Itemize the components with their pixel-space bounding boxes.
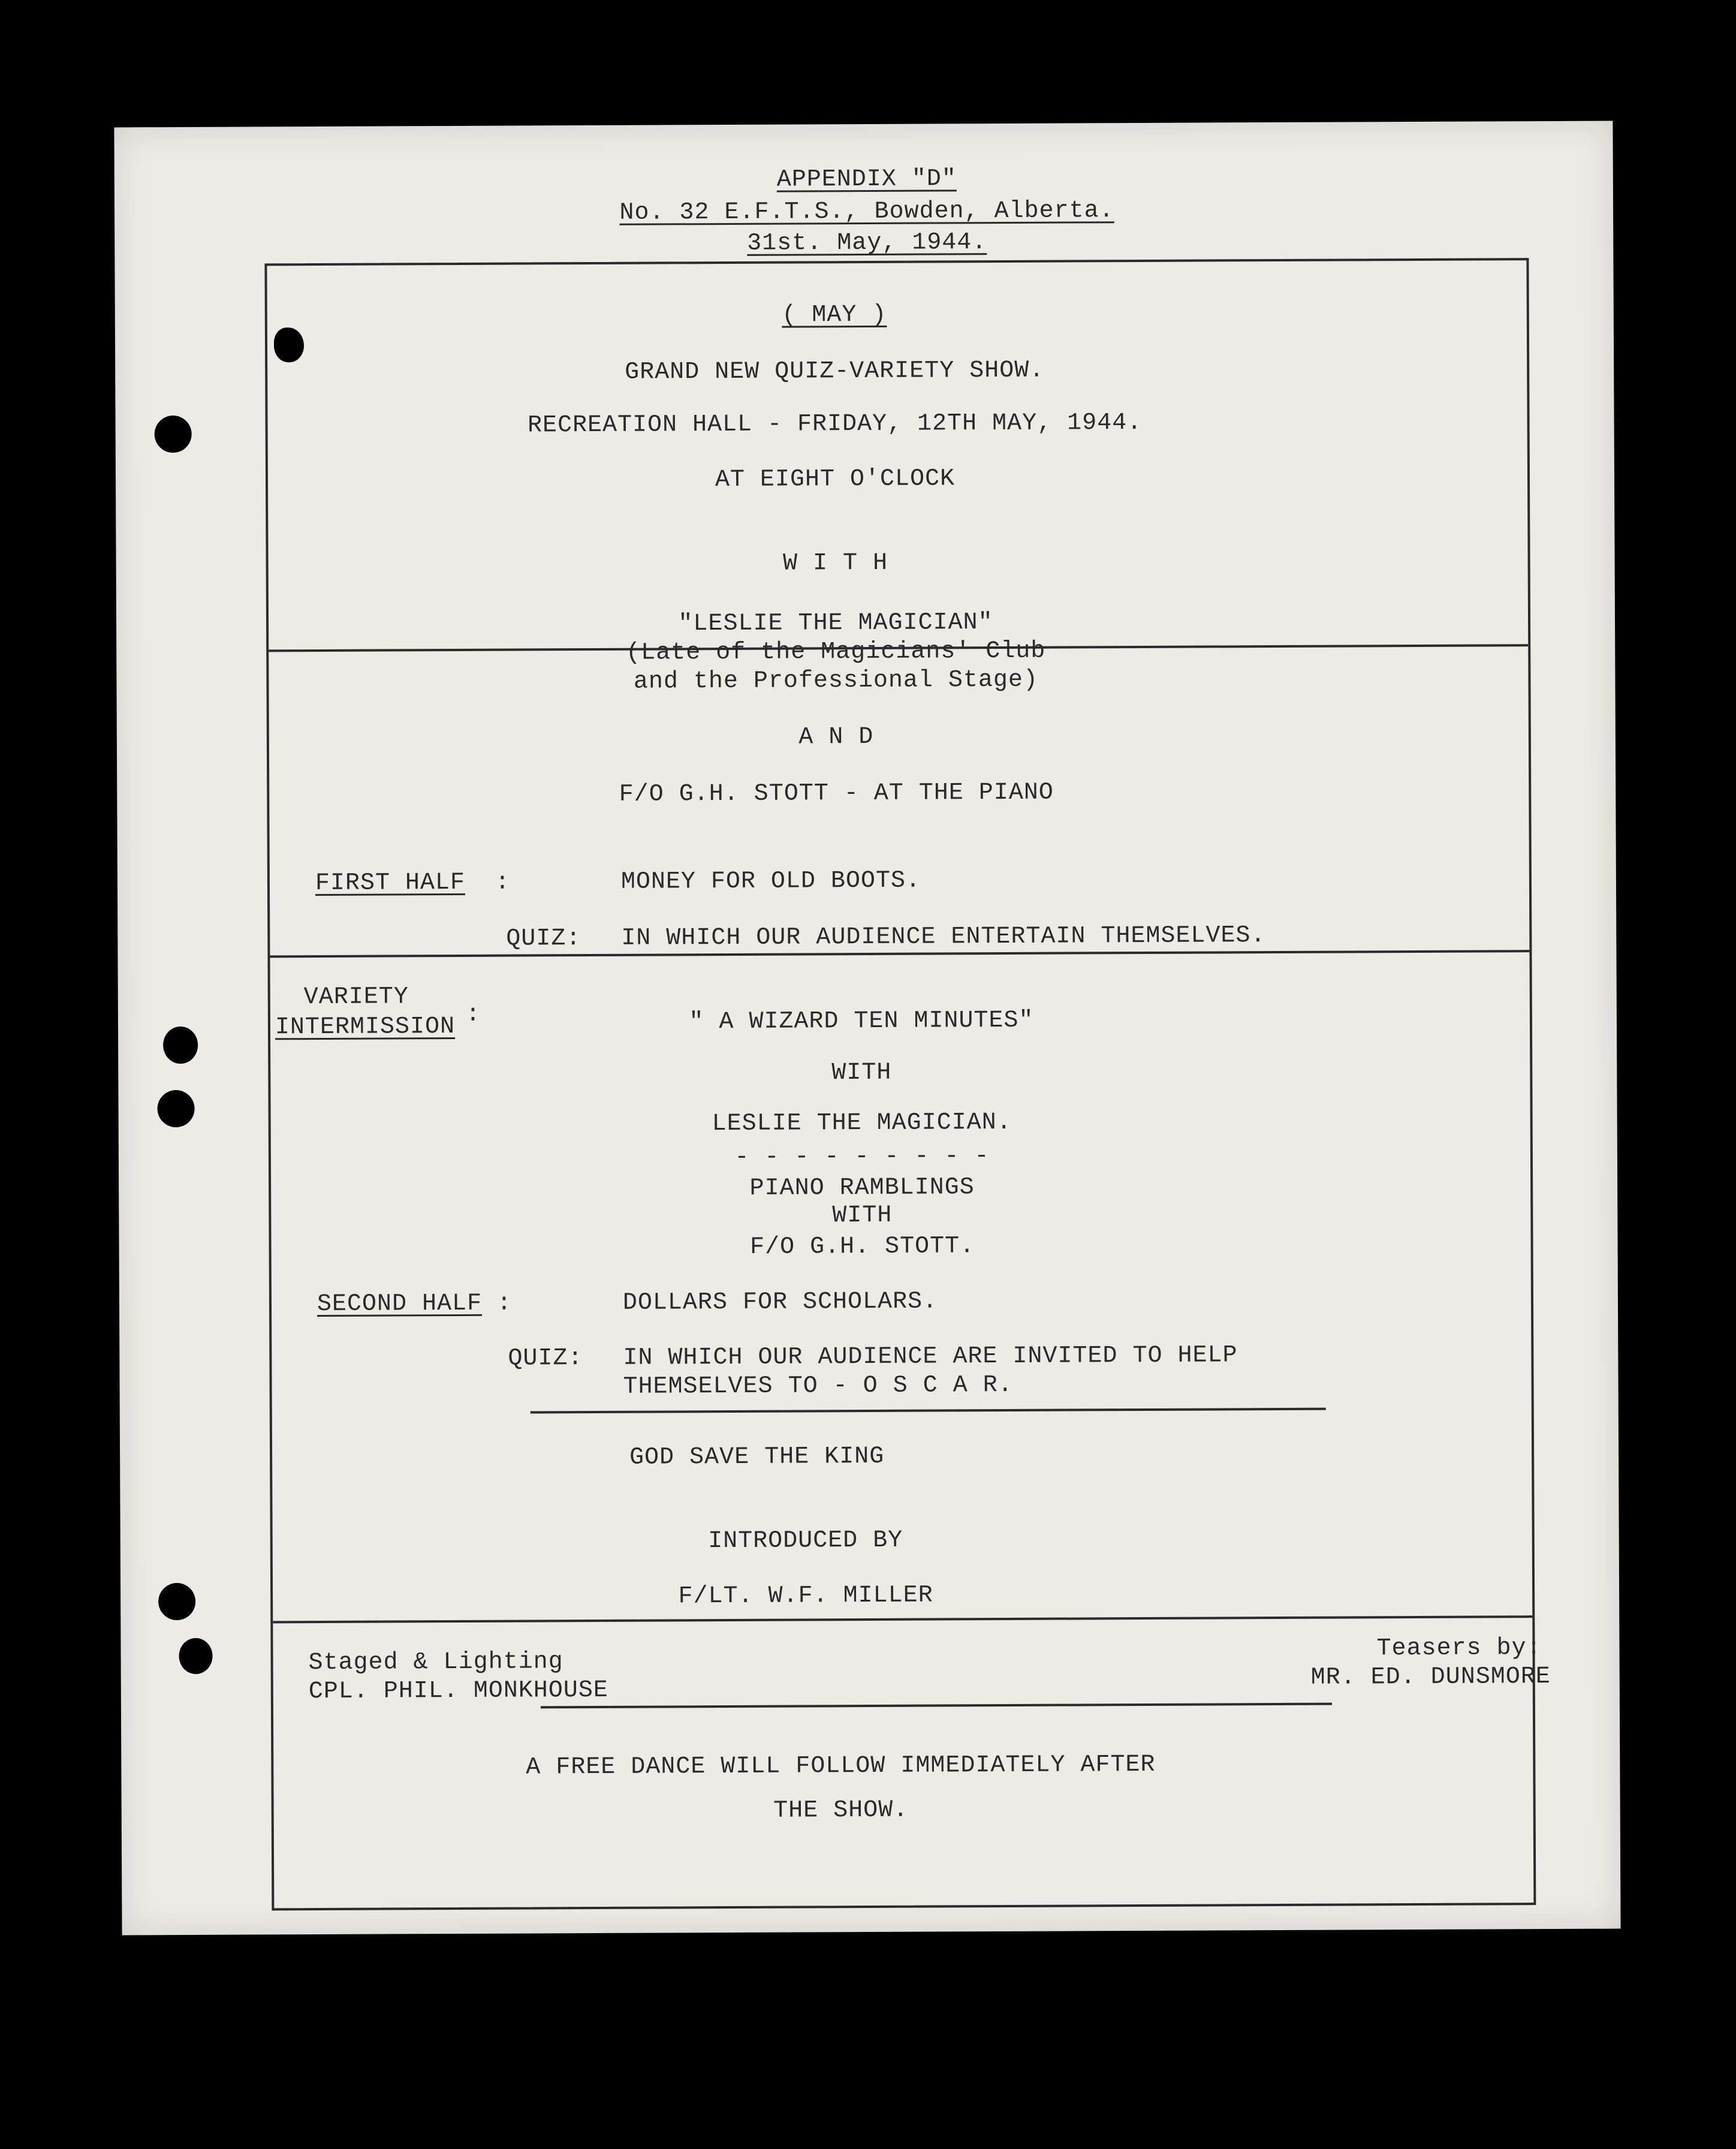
- second-half-label: SECOND HALF: [317, 1290, 483, 1319]
- document-page: [114, 121, 1620, 1936]
- teasers-label: Teasers by:: [1376, 1635, 1542, 1663]
- punch-hole: [155, 416, 192, 453]
- venue-line: RECREATION HALL - FRIDAY, 12TH MAY, 1944.: [527, 409, 1143, 440]
- stott-line: F/O G.H. STOTT.: [749, 1233, 975, 1261]
- second-half-title: DOLLARS FOR SCHOLARS.: [622, 1288, 938, 1317]
- piano-ramblings: PIANO RAMBLINGS: [749, 1174, 975, 1202]
- quiz-label-2: QUIZ:: [508, 1345, 583, 1373]
- punch-hole: [179, 1638, 212, 1674]
- unit-heading: No. 32 E.F.T.S., Bowden, Alberta.: [619, 197, 1114, 227]
- anthem-line: GOD SAVE THE KING: [629, 1443, 885, 1471]
- first-half-title: MONEY FOR OLD BOOTS.: [620, 867, 921, 896]
- introduced-by: INTRODUCED BY: [708, 1527, 903, 1555]
- second-half-colon: :: [496, 1290, 513, 1317]
- show-title: GRAND NEW QUIZ-VARIETY SHOW.: [625, 357, 1045, 386]
- quiz-2-text-1: IN WHICH OUR AUDIENCE ARE INVITED TO HELP: [623, 1342, 1238, 1372]
- with-heading: W I T H: [783, 549, 888, 577]
- section-divider: [270, 950, 1529, 958]
- magician-name: "LESLIE THE MAGICIAN": [678, 609, 993, 638]
- punch-hole: [163, 1027, 198, 1064]
- variety-colon: :: [465, 1001, 481, 1028]
- date-heading: 31st. May, 1944.: [747, 229, 987, 257]
- dance-line-1: A FREE DANCE WILL FOLLOW IMMEDIATELY AFTER: [526, 1751, 1156, 1781]
- quiz-1-text: IN WHICH OUR AUDIENCE ENTERTAIN THEMSELVES.: [621, 922, 1266, 952]
- with-line-b: WITH: [832, 1202, 893, 1230]
- punch-hole: [157, 1090, 194, 1127]
- punch-hole: [158, 1583, 195, 1620]
- leslie-line: LESLIE THE MAGICIAN.: [712, 1109, 1012, 1138]
- section-divider: [273, 1615, 1532, 1623]
- dance-line-2: THE SHOW.: [773, 1796, 909, 1825]
- staged-label: Staged & Lighting: [308, 1648, 563, 1677]
- with-line-a: WITH: [831, 1059, 892, 1087]
- staged-name: CPL. PHIL. MONKHOUSE: [308, 1677, 608, 1706]
- dash-separator: - - - - - - - - -: [734, 1143, 990, 1171]
- first-half-label: FIRST HALF: [315, 869, 466, 898]
- month-label: ( MAY ): [782, 301, 887, 329]
- and-heading: A N D: [798, 723, 874, 751]
- pianist-line: F/O G.H. STOTT - AT THE PIANO: [619, 779, 1054, 808]
- variety-label-2: INTERMISSION: [275, 1013, 456, 1042]
- teasers-name: MR. ED. DUNSMORE: [1310, 1663, 1551, 1691]
- appendix-title: APPENDIX "D": [776, 165, 957, 194]
- magician-credit-1: (Late of the Magicians' Club: [626, 637, 1046, 667]
- magician-credit-2: and the Professional Stage): [633, 666, 1039, 696]
- wizard-title: " A WIZARD TEN MINUTES": [689, 1007, 1034, 1036]
- quiz-2-text-2: THEMSELVES TO - O S C A R.: [623, 1371, 1013, 1401]
- variety-label-1: VARIETY: [303, 983, 409, 1012]
- introducer-name: F/LT. W.F. MILLER: [678, 1582, 933, 1611]
- quiz-label: QUIZ:: [506, 925, 581, 953]
- first-half-colon: :: [495, 869, 511, 896]
- time-line: AT EIGHT O'CLOCK: [715, 465, 956, 494]
